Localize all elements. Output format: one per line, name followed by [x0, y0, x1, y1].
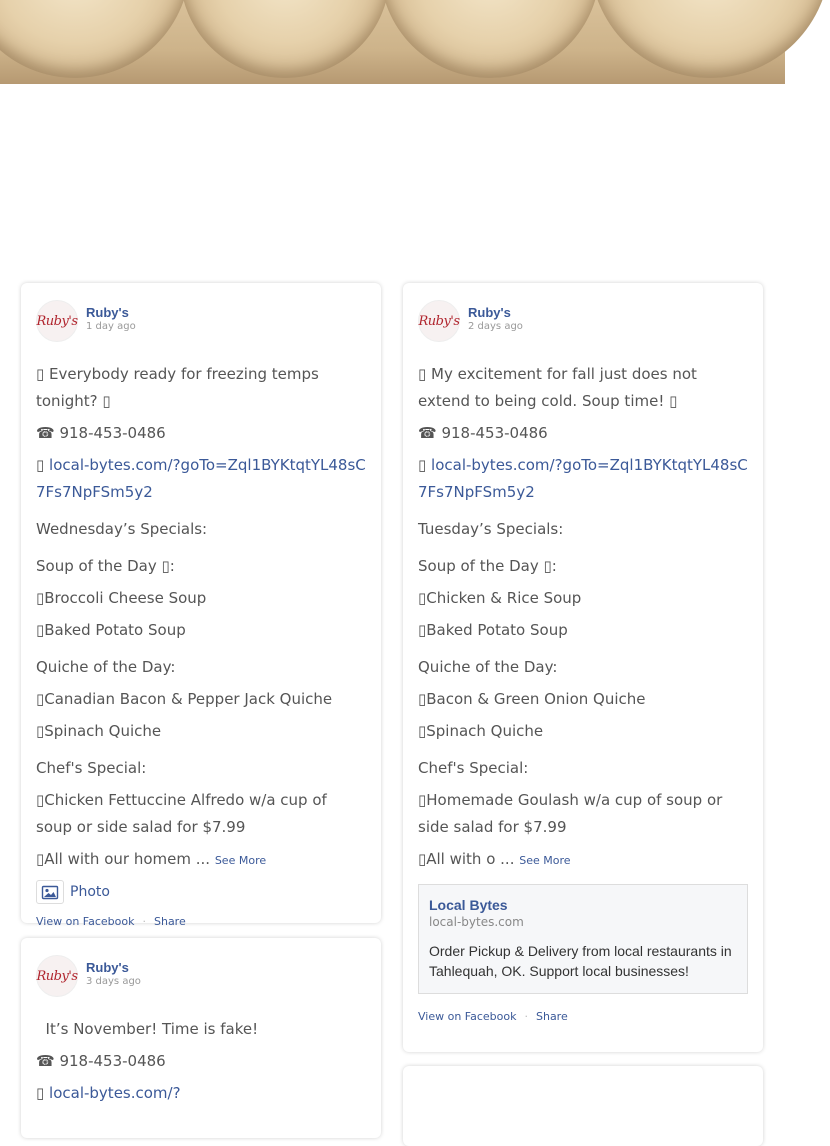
- post-text-line: ▯Chicken & Rice Soup: [418, 589, 582, 607]
- post-author[interactable]: Ruby's: [86, 960, 129, 975]
- phone-line: ☎ 918-453-0486: [418, 424, 548, 442]
- facebook-post-card: [21, 283, 381, 928]
- post-text-line: Quiche of the Day:: [36, 658, 176, 676]
- separator-dot: ·: [142, 915, 146, 928]
- link-preview-title: Local Bytes: [429, 897, 508, 913]
- post-timestamp[interactable]: 1 day ago: [86, 321, 136, 332]
- post-header: [36, 955, 366, 997]
- post-text-line: Chef's Special:: [36, 759, 147, 777]
- facebook-post-card: [403, 283, 763, 1052]
- post-body: [418, 361, 748, 874]
- link-icon: ▯: [36, 1084, 45, 1102]
- post-timestamp[interactable]: 3 days ago: [86, 976, 141, 987]
- photo-attachment-button[interactable]: [36, 879, 366, 905]
- see-more-link[interactable]: See More: [214, 854, 267, 867]
- post-text-line: ▯Broccoli Cheese Soup: [36, 589, 207, 607]
- phone-line: ☎ 918-453-0486: [36, 1052, 166, 1070]
- separator-dot: ·: [524, 1010, 528, 1023]
- post-text-line: Soup of the Day ▯:: [418, 557, 557, 575]
- bread-roll: [180, 0, 390, 78]
- post-text-line: Chef's Special:: [418, 759, 529, 777]
- post-text-line: ▯ Everybody ready for freezing temps tonight? ▯: [36, 365, 319, 410]
- hero-banner-image: [0, 0, 785, 84]
- avatar[interactable]: Ruby's: [418, 300, 460, 342]
- photo-label: Photo: [70, 884, 110, 900]
- post-link-line: [36, 452, 366, 506]
- bread-roll: [0, 0, 190, 78]
- post-text-line: ▯Chicken Fettuccine Alfredo w/a cup of soup or side salad for $7.99: [36, 791, 327, 836]
- post-text-line: ▯Baked Potato Soup: [36, 621, 186, 639]
- post-actions: [36, 915, 366, 928]
- post-text-line: ▯ My excitement for fall just does not extend to being cold. Soup time! ▯: [418, 365, 697, 410]
- link-preview-description: Order Pickup & Delivery from local restaurants in Tahlequah, OK. Support local businesses!: [429, 943, 732, 979]
- post-text-truncated: [36, 846, 366, 874]
- post-link[interactable]: local-bytes.com/?goTo=Zql1BYKtqtYL48sC7Fs7NpFSm5y2: [418, 456, 748, 501]
- post-text-line: Wednesday’s Specials:: [36, 520, 208, 538]
- post-actions: [418, 1010, 748, 1023]
- post-body: [36, 361, 366, 874]
- post-link-line: [36, 1080, 366, 1107]
- post-author[interactable]: Ruby's: [468, 305, 511, 320]
- post-body: [36, 1016, 366, 1107]
- post-text-line: ▯Homemade Goulash w/a cup of soup or side salad for $7.99: [418, 791, 723, 836]
- post-text-line: ▯All with o ...: [418, 850, 515, 868]
- post-timestamp[interactable]: 2 days ago: [468, 321, 523, 332]
- post-text-truncated: [418, 846, 748, 874]
- post-header: [418, 300, 748, 342]
- post-text-line: Quiche of the Day:: [418, 658, 558, 676]
- post-text-line: It’s November! Time is fake!: [36, 1020, 259, 1038]
- bread-roll: [590, 0, 830, 78]
- avatar[interactable]: Ruby's: [36, 955, 78, 997]
- view-on-facebook-link[interactable]: View on Facebook: [418, 1010, 517, 1023]
- share-link[interactable]: Share: [535, 1010, 568, 1023]
- post-link[interactable]: local-bytes.com/?: [49, 1084, 181, 1102]
- post-text-line: ▯Baked Potato Soup: [418, 621, 568, 639]
- view-on-facebook-link[interactable]: View on Facebook: [36, 915, 135, 928]
- post-link[interactable]: local-bytes.com/?goTo=Zql1BYKtqtYL48sC7Fs7NpFSm5y2: [36, 456, 366, 501]
- post-text-line: ▯Bacon & Green Onion Quiche: [418, 690, 646, 708]
- post-text-line: Tuesday’s Specials:: [418, 520, 564, 538]
- post-text-line: ▯Canadian Bacon & Pepper Jack Quiche: [36, 690, 333, 708]
- facebook-post-card: [21, 938, 381, 1138]
- facebook-post-card: [403, 1066, 763, 1146]
- link-icon: ▯: [36, 456, 45, 474]
- post-text-line: ▯All with our homem ...: [36, 850, 211, 868]
- photo-icon: [36, 880, 64, 904]
- see-more-link[interactable]: See More: [519, 854, 571, 867]
- share-link[interactable]: Share: [153, 915, 186, 928]
- post-link-line: [418, 452, 748, 506]
- link-icon: ▯: [418, 456, 427, 474]
- phone-line: ☎ 918-453-0486: [36, 424, 166, 442]
- link-preview-domain: local-bytes.com: [429, 915, 524, 929]
- link-preview-card[interactable]: [418, 884, 748, 994]
- post-text-line: ▯Spinach Quiche: [418, 722, 544, 740]
- post-header: [36, 300, 366, 342]
- bread-roll: [380, 0, 600, 78]
- post-text-line: ▯Spinach Quiche: [36, 722, 162, 740]
- post-text-line: Soup of the Day ▯:: [36, 557, 175, 575]
- post-author[interactable]: Ruby's: [86, 305, 129, 320]
- avatar[interactable]: Ruby's: [36, 300, 78, 342]
